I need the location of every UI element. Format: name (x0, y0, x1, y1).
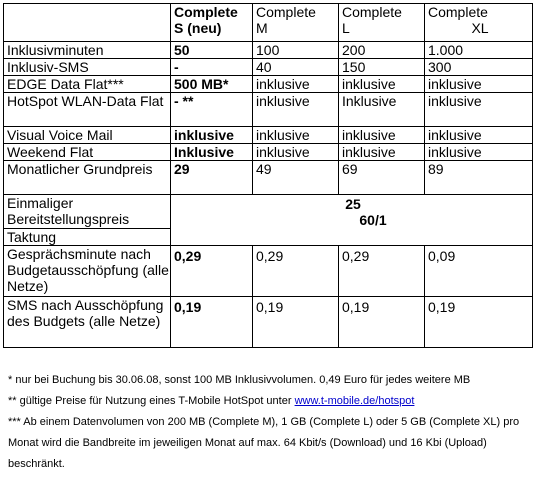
cell-value: 50 (171, 42, 253, 59)
cell-value: 100 (253, 42, 339, 59)
row-label: Monatlicher Grundpreis (4, 161, 171, 195)
cell-value: 89 (425, 161, 533, 195)
table-row (4, 161, 533, 195)
footnote-3: *** Ab einem Datenvolumen von 200 MB (Complete M), 1 GB (Complete L) oder 5 GB (Complete XL) pro Monat wird die Bandbreite im jeweiligen Monat auf max. 64 Kbit/s (Download) und 16 Kbi (Upload) beschränkt. (8, 416, 520, 470)
cell-value: 0,29 (171, 246, 253, 297)
cell-value: inklusive (339, 144, 425, 161)
header-complete-xl: Complete XL (425, 4, 533, 42)
cell-value: 0,29 (253, 246, 339, 297)
cell-value: 0,09 (425, 246, 533, 297)
header-complete-s: Complete S (neu) (171, 4, 253, 42)
footnotes (8, 370, 534, 475)
row-label: SMS nach Ausschöpfung des Budgets (alle Netze) (4, 297, 171, 348)
table-row (4, 246, 533, 297)
table-row (4, 297, 533, 348)
cell-value: 0,19 (253, 297, 339, 348)
cell-value: 300 (425, 59, 533, 76)
hotspot-link[interactable]: www.t-mobile.de/hotspot (294, 395, 415, 407)
cell-value: inklusive (253, 76, 339, 93)
cell-value: inklusive (253, 93, 339, 127)
footnote-2-text: ** gültige Preise für Nutzung eines T-Mobile HotSpot unter (8, 395, 295, 407)
table-row (4, 93, 533, 127)
cell-value: 0,19 (339, 297, 425, 348)
table-row (4, 127, 533, 144)
cell-value: 500 MB* (171, 76, 253, 93)
header-empty-cell (4, 4, 171, 42)
cell-value: inklusive (425, 144, 533, 161)
tariff-table (3, 3, 533, 348)
cell-value: 150 (339, 59, 425, 76)
footnote-2 (8, 391, 534, 412)
cell-value: inklusive (425, 93, 533, 127)
row-label: Gesprächsminute nach Budgetausschöpfung (alle Netze) (4, 246, 171, 297)
table-row-setup (4, 195, 533, 229)
header-complete-l: Complete L (339, 4, 425, 42)
cell-value: 69 (339, 161, 425, 195)
cell-value: 200 (339, 42, 425, 59)
cell-value: 0,19 (171, 297, 253, 348)
row-label: EDGE Data Flat*** (4, 76, 171, 93)
cell-value: 0,29 (339, 246, 425, 297)
table-row (4, 59, 533, 76)
header-complete-m: Complete M (253, 4, 339, 42)
cell-value: 49 (253, 161, 339, 195)
row-label: HotSpot WLAN-Data Flat (4, 93, 171, 127)
row-label: Einmaliger Bereitstellungspreis (4, 195, 171, 229)
row-label: Visual Voice Mail (4, 127, 171, 144)
cell-value: Inklusive (171, 144, 253, 161)
cell-value: inklusive (253, 127, 339, 144)
cell-value: 0,19 (425, 297, 533, 348)
cell-value: inklusive (339, 127, 425, 144)
cell-value: 1.000 (425, 42, 533, 59)
row-label: Taktung (4, 229, 171, 246)
cell-value: inklusive (339, 76, 425, 93)
merged-value-cell (171, 195, 533, 246)
header-row (4, 4, 533, 42)
cell-value: 29 (171, 161, 253, 195)
row-label: Inklusivminuten (4, 42, 171, 59)
taktung-value: 60/1 (359, 212, 387, 228)
footnote-1: * nur bei Buchung bis 30.06.08, sonst 100 MB Inklusivvolumen. 0,49 Euro für jedes weitere MB (8, 374, 471, 386)
cell-value: - ** (171, 93, 253, 127)
cell-value: 40 (253, 59, 339, 76)
cell-value: inklusive (171, 127, 253, 144)
table-row (4, 42, 533, 59)
row-label: Weekend Flat (4, 144, 171, 161)
cell-value: inklusive (425, 76, 533, 93)
table-row (4, 76, 533, 93)
setup-price: 25 (345, 196, 361, 212)
cell-value: - (171, 59, 253, 76)
cell-value: inklusive (253, 144, 339, 161)
cell-value: Inklusive (339, 93, 425, 127)
table-row (4, 144, 533, 161)
cell-value: inklusive (425, 127, 533, 144)
row-label: Inklusiv-SMS (4, 59, 171, 76)
